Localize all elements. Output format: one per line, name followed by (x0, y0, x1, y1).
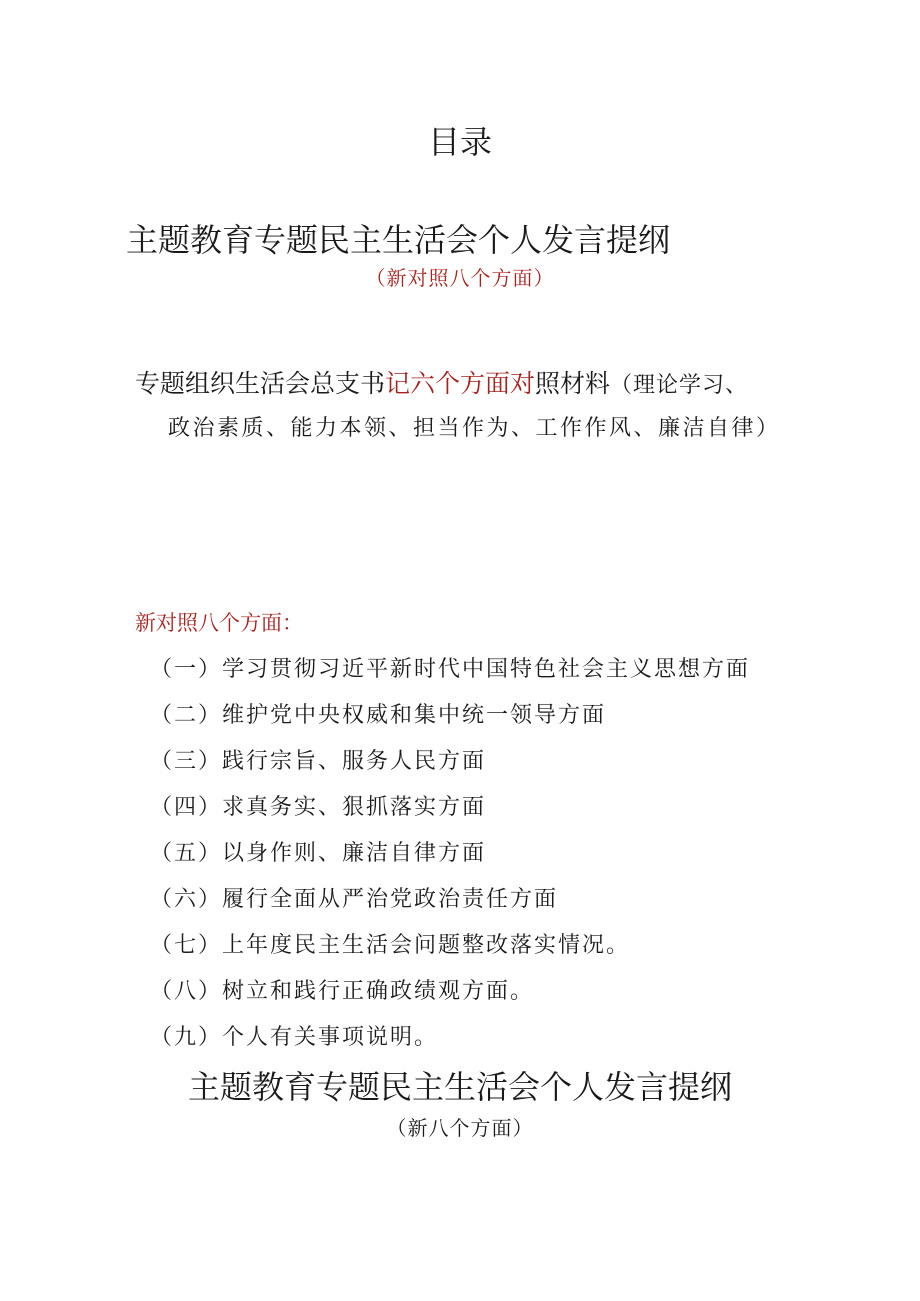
list-item-4: （四）求真务实、狠抓落实方面 (150, 795, 487, 820)
material-title-line-1 (135, 364, 748, 400)
list-item-8: （八）树立和践行正确政绩观方面。 (150, 979, 535, 1004)
list-item-1: （一）学习贯彻习近平新时代中国特色社会主义思想方面 (150, 657, 751, 682)
section-2-heading: 主题教育专题民主生活会个人发言提纲 (187, 1068, 732, 1106)
material-title-part-c: 照材料 (535, 369, 611, 398)
material-title-line-2: 政治素质、能力本领、担当作为、工作作风、廉洁自律） (168, 416, 781, 441)
section-1-heading-text: 主题教育专题民主生活会个人发言提纲 (125, 221, 670, 259)
material-title-part-d: （理论学习、 (610, 373, 749, 398)
list-item-7: （七）上年度民主生活会问题整改落实情况。 (150, 933, 631, 958)
list-heading: 新对照八个方面： (135, 611, 303, 635)
material-title-part-a: 专题组织生活会总支书 (135, 369, 386, 398)
list-item-3: （三）践行宗旨、服务人民方面 (150, 749, 487, 774)
section-1-heading (0, 215, 860, 261)
section-2-subtitle: （新八个方面） (386, 1116, 534, 1140)
toc-title: 目录 (427, 123, 492, 161)
list-item-5: （五）以身作则、廉洁自律方面 (150, 841, 487, 866)
material-title-part-b: 记六个方面对 (385, 369, 536, 398)
list-item-9: （九）个人有关事项说明。 (150, 1025, 439, 1050)
section-1-subtitle: （新对照八个方面） (365, 266, 555, 290)
list-item-6: （六）履行全面从严治党政治责任方面 (150, 887, 559, 912)
list-item-2: （二）维护党中央权威和集中统一领导方面 (150, 703, 607, 728)
